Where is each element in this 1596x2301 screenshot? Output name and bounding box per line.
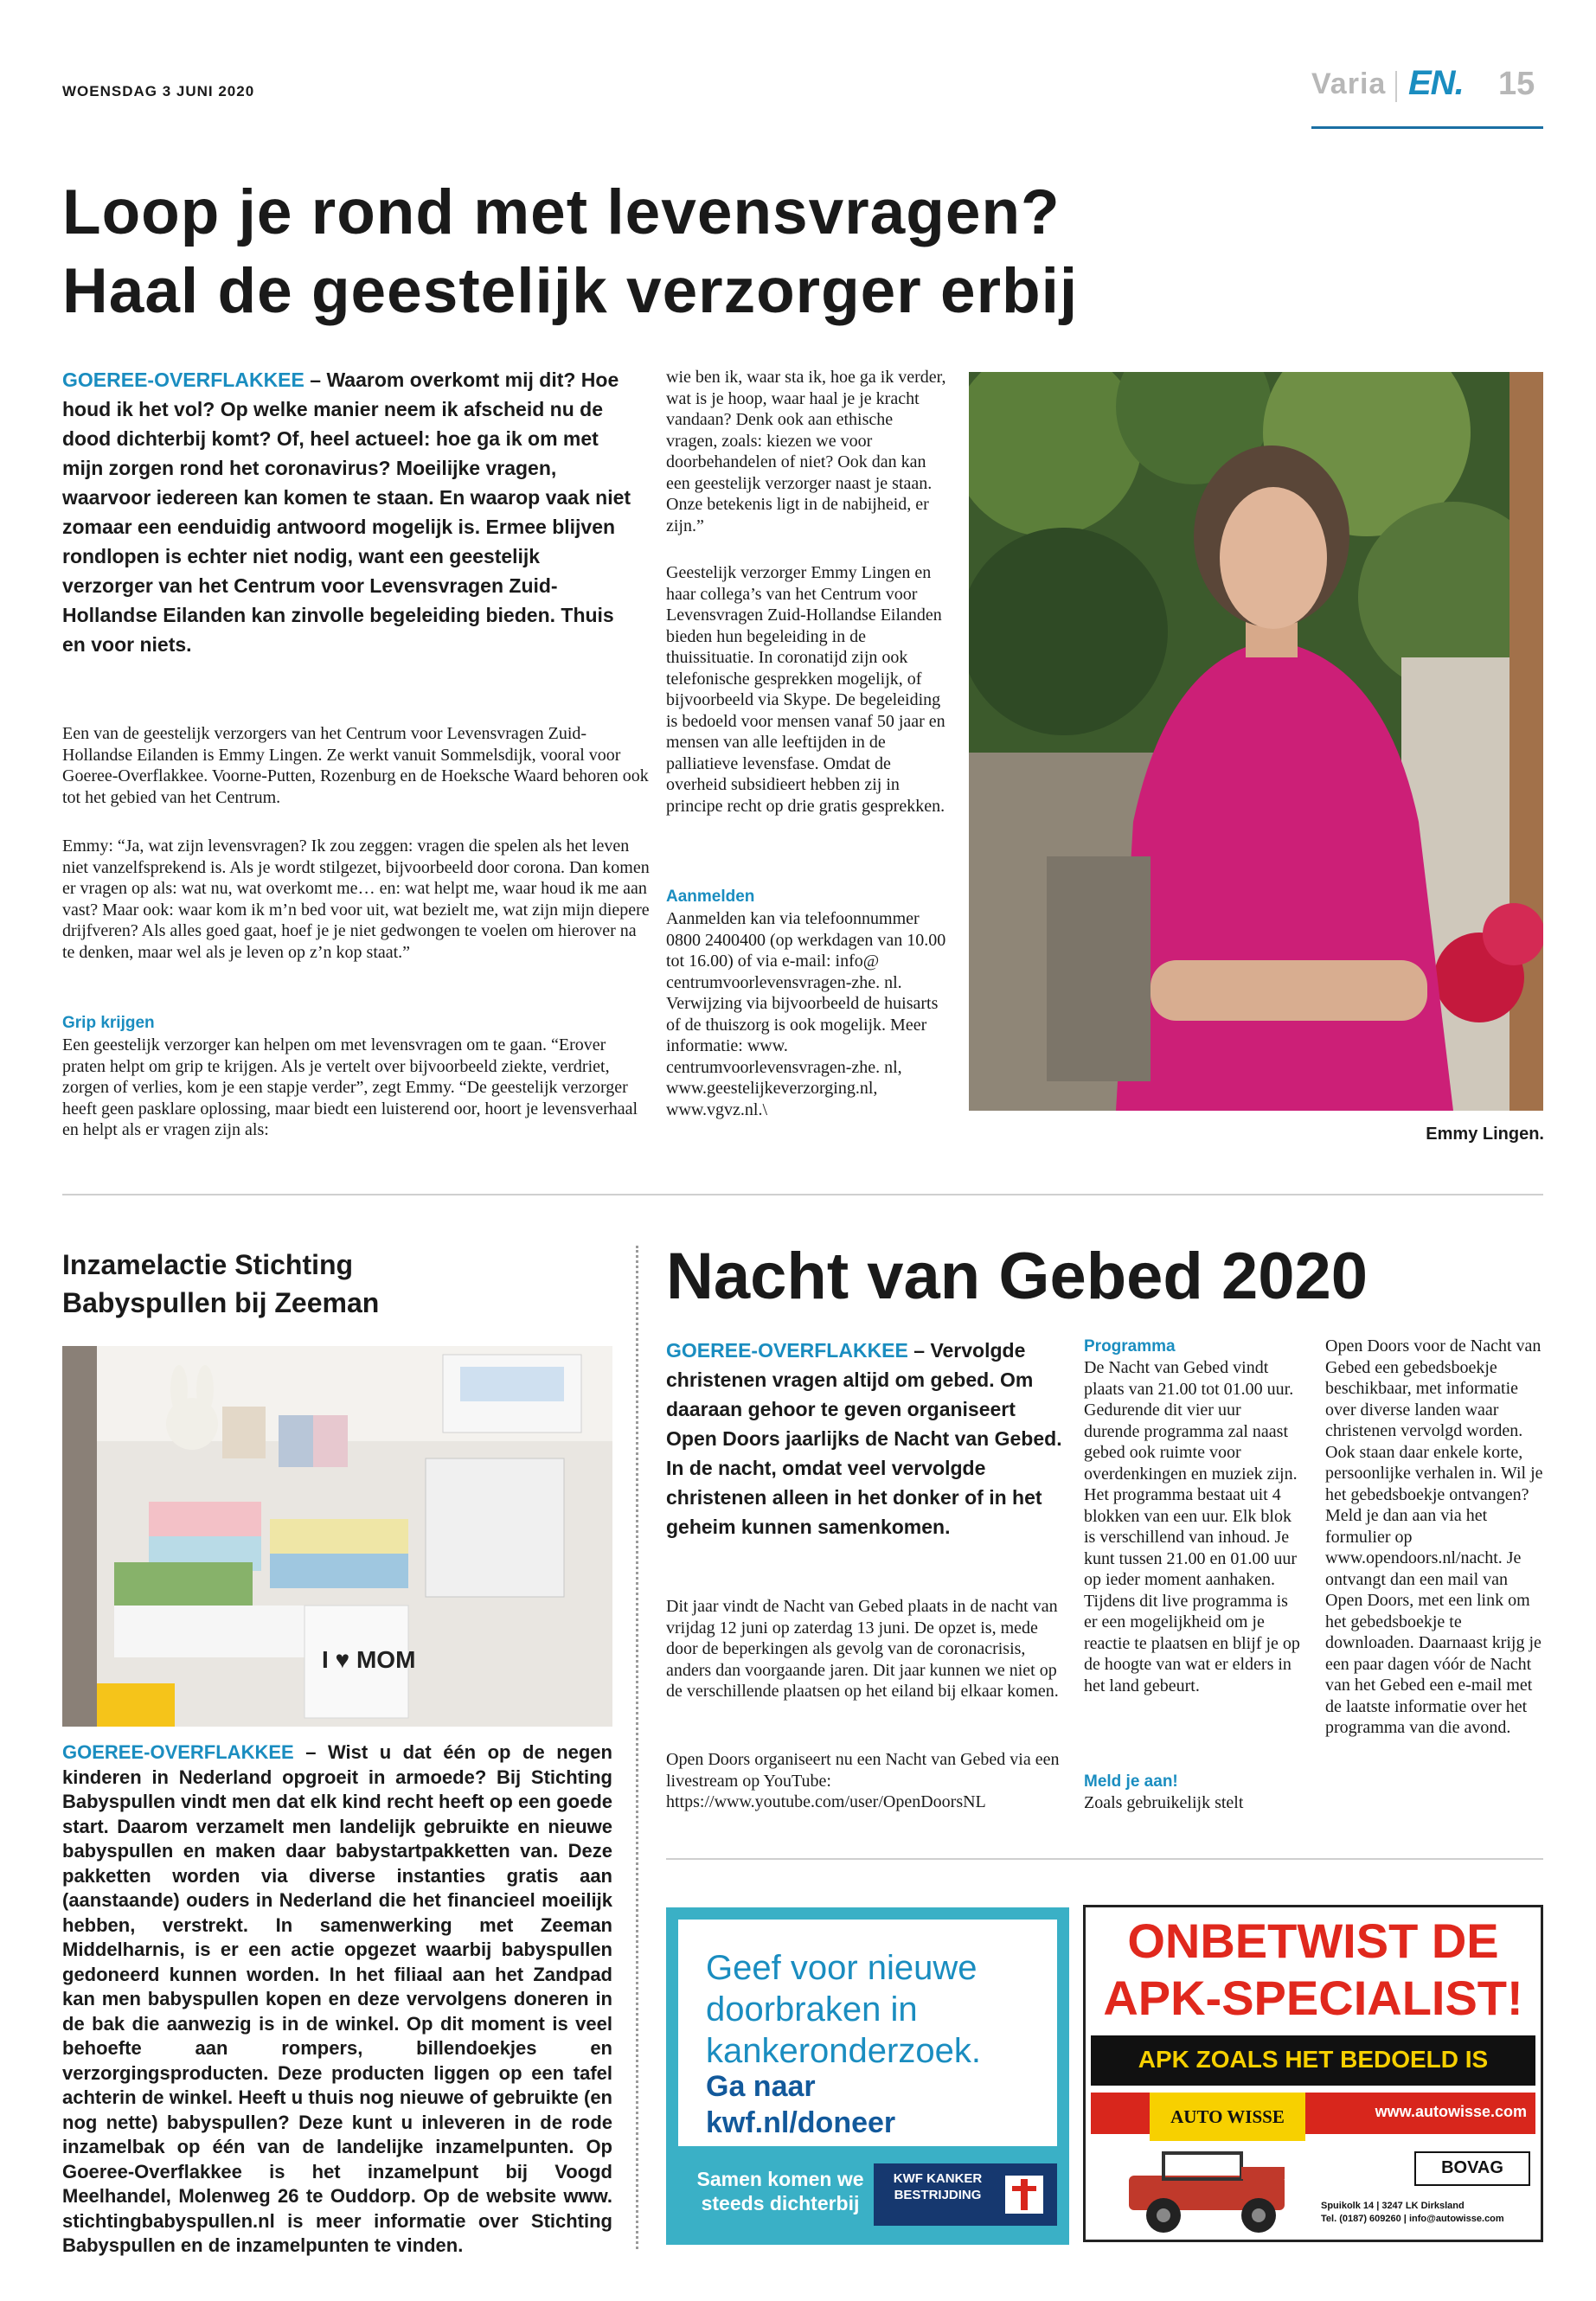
apk-headline-line1: ONBETWIST DE: [1127, 1913, 1499, 1968]
apk-company-name: AUTO WISSE: [1170, 2106, 1285, 2127]
nacht-column2: De Nacht van Gebed vindt plaats van 21.00 tot 01.00 uur. Gedurende dit vier uur durende programma zal naast gebed ook ruimte voor overdenkingen en muziek zijn. Het programma bestaat uit 4 blokken van een uur. Elk blok is verschillend van inhoud. Je kunt tussen 21.00 en 01.00 uur op ieder moment aanhaken. Tijdens dit live programma is er een mogelijkheid om je reactie te plaatsen en blijf je op de hoogte van wat er elders in het land gebeurt.: [1084, 1358, 1300, 1695]
photo-bib-text: I ♥ MOM: [322, 1646, 416, 1673]
article-headline-line1: Loop je rond met levensvragen?: [62, 177, 1061, 247]
nacht-column3: Open Doors voor de Nacht van Gebed een gebedsboekje beschikbaar, met informatie over diverse landen waar christenen vervolgd worden. Ook staan daar enkele korte, persoonlijke verhalen in. Wil je het gebedsboekje ontvangen? Meld je dan aan via het formulier op www.opendoors.nl/nacht. Je ontvangt dan een mail van Open Doors, met een link om het gebedsboekje te downloaden. Daarnaast krijg je een paar dagen vóór de Nacht van het Gebed een e-mail met de laatste informatie over het programma van die avond.: [1325, 1336, 1543, 1737]
zeeman-headline-line1: Inzamelactie Stichting: [62, 1249, 354, 1280]
newspaper-logo: EN.: [1408, 64, 1464, 102]
apk-slogan-bar: [1091, 2035, 1535, 2086]
nacht-column2-end: Zoals gebruikelijk stelt: [1084, 1793, 1244, 1812]
apk-headline: [1086, 1913, 1541, 2027]
nacht-intro: [666, 1336, 1064, 1541]
zeeman-headline-line2: Babyspullen bij Zeeman: [62, 1287, 380, 1318]
portrait-photo: [969, 372, 1543, 1111]
column-separator: [636, 1246, 638, 2249]
babyspullen-photo: [62, 1346, 612, 1727]
ad-divider: [666, 1858, 1543, 1860]
zeeman-body: [62, 1740, 612, 2259]
subhead-programma: Programma: [1084, 1337, 1176, 1356]
header-separator: [1395, 71, 1397, 102]
article-dateline: GOEREE-OVERFLAKKEE: [62, 369, 304, 391]
kwf-sword-icon: [1002, 2172, 1047, 2217]
kwf-cta-url[interactable]: kwf.nl/doneer: [706, 2106, 896, 2139]
article-paragraph-2: Emmy: “Ja, wat zijn levensvragen? Ik zou zeggen: vragen die spelen als het leven niet vanzelfsprekend is. Als je wordt stilgezet, bijvoorbeeld door corona. Dan komen er vragen op als: wat nu, wat overkomt me… en: wat helpt me, waar houd ik me aan vast? Maar ook: waar kom ik m’n bed voor uit, wat bezielt me, wat zijn mijn diepere drijfveren? Als alles goed gaat, hoef je je niet gedwongen te voelen om hierover na te denken, maar wel als je leven op z’n kop staat.”: [62, 836, 650, 962]
apk-address-line1: Spuikolk 14 | 3247 LK Dirksland: [1321, 2201, 1465, 2211]
apk-advertisement[interactable]: [1083, 1905, 1543, 2242]
kwf-logo-badge: [874, 2163, 1057, 2226]
kwf-tagline: Samen komen we steeds dichterbij: [696, 2168, 864, 2214]
nacht-headline: Nacht van Gebed 2020: [666, 1240, 1368, 1313]
apk-company-box: [1150, 2093, 1305, 2141]
article-paragraph-1: Een van de geestelijk verzorgers van het Centrum voor Levensvragen Zuid-Hollandse Eilanden is Emmy Lingen. Ze werkt vanuit Sommelsdijk, vooral voor Goeree-Overflakkee. Voorne-Putten, Rozenburg en de Hoeksche Waard behoren ook tot het gebied van het Centrum.: [62, 724, 649, 807]
subhead-grip-krijgen: Grip krijgen: [62, 1014, 155, 1032]
article-column2-paragraph-2: Geestelijk verzorger Emmy Lingen en haar collega’s van het Centrum voor Levensvragen Zuid-Hollandse Eilanden bieden hun begeleiding in de thuissituatie. In coronatijd zijn ook telefonische gesprekken mogelijk, of bijvoorbeeld via Skype. De begeleiding is bedoeld voor mensen vanaf 50 jaar en mensen van alle leeftijden in de palliatieve levensfase. Omdat de overheid subsidieert hebben zij in principe recht op drie gratis gesprekken.: [666, 563, 945, 816]
issue-date: WOENSDAG 3 JUNI 2020: [62, 83, 255, 99]
nacht-dateline: GOEREE-OVERFLAKKEE: [666, 1339, 908, 1362]
subhead-aanmelden: Aanmelden: [666, 888, 755, 906]
photo-caption: Emmy Lingen.: [1426, 1125, 1544, 1144]
section-divider: [62, 1194, 1543, 1195]
kwf-advertisement[interactable]: [666, 1907, 1069, 2245]
apk-slogan: APK ZOALS HET BEDOELD IS: [1138, 2046, 1489, 2073]
article-paragraph-3: Een geestelijk verzorger kan helpen om met levensvragen om te gaan. “Erover praten helpt om grip te krijgen. Als je vertelt over bijvoorbeeld ziekte, verdriet, zorgen of verlies, kom je een stapje verder”, zegt Emmy. “De geestelijk verzorger heeft geen pasklare oplossing, maar biedt een luisterend oor, hoort je levensverhaal en helpt als er vragen zijn als:: [62, 1035, 638, 1139]
zeeman-text: – Wist u dat één op de negen kinderen in Nederland opgroeit in armoede? Bij Stichting Babyspullen vindt men dat elk kind recht heeft op een goede start. Daarom verzamelt men landelijk gebruikte en nieuwe babyspullen en maken daar babystartpakketten van. Deze pakketten worden via diverse instanties gratis aan (aanstaande) ouders in Nederland die het financieel moeilijk hebben, verstrekt. In samenwerking met Zeeman Middelharnis, is er een actie opgezet waarbij babyspullen gedoneerd kunnen worden. In het filiaal aan het Zandpad kan men babyspullen kopen en deze vervolgens doneren in de bak die aanwezig is in de winkel. Op dit moment is veel behoefte aan rompers, billendoekjes en verzorgingsproducten. Deze producten liggen op een tafel achterin de winkel. Heeft u thuis nog nieuwe of gebruikte (en nog nette) babyspullen? Deze kunt u inleveren in de rode inzamelbak op één van de landelijke inzamelpunten. Op Goeree-Overflakkee is het inzamelpunt bij Voogd Meelhandel, Molenweg 26 te Ouddorp. Op de website www. stichtingbabyspullen.nl is meer informatie over Stichting Babyspullen en de inzamelpunten te vinden.: [62, 1741, 612, 2256]
kwf-logo-text: KWF KANKER BESTRIJDING: [893, 2171, 983, 2202]
header-rule: [1311, 126, 1543, 129]
zeeman-dateline: GOEREE-OVERFLAKKEE: [62, 1741, 294, 1763]
apk-address: [1321, 2200, 1537, 2226]
article-column2-paragraph-1: wie ben ik, waar sta ik, hoe ga ik verder, wat is je hoop, waar haal je je kracht vandaan? Denk ook aan ethische vragen, zoals: kiezen we voor doorbehandelen of niet? Ook dan kan een geestelijk verzorger naast je staan. Onze betekenis ligt in de nabijheid, er zijn.”: [666, 368, 946, 535]
apk-website[interactable]: www.autowisse.com: [1375, 2103, 1527, 2120]
article-intro-text: – Waarom overkomt mij dit? Hoe houd ik het vol? Op welke manier neem ik afscheid nu de dood dichterbij komt? Of, heel actueel: hoe ga ik om met mijn zorgen rond het coronavirus? Moeilijke vragen, waarvoor iedereen kan komen te staan. En waarop vaak niet zomaar een eenduidig antwoord mogelijk is. Ermee blijven rondlopen is echter niet nodig, want een geestelijk verzorger van het Centrum voor Levensvragen Zuid-Hollandse Eilanden kan zinvolle begeleiding bieden. Thuis en voor niets.: [62, 369, 631, 656]
article-intro: [62, 365, 633, 659]
bovag-logo: [1414, 2151, 1530, 2186]
zeeman-headline: [62, 1246, 633, 1322]
article-column2-paragraph-3: Aanmelden kan via telefoonnummer 0800 2400400 (op werkdagen van 10.00 tot 16.00) of via e-mail: info@ centrumvoorlevensvragen-zhe. nl. Verwijzing via bijvoorbeeld de huisarts of de thuiszorg is ook mogelijk. Meer informatie: www. centrumvoorlevensvragen-zhe. nl, www.geestelijkeverzorging.nl, www.vgvz.nl.\: [666, 909, 946, 1119]
nacht-intro-text: – Vervolgde christenen vragen altijd om gebed. Om daaraan gehoor te geven organiseert Open Doors jaarlijks de Nacht van Gebed. In de nacht, omdat veel vervolgde christenen alleen in het donker of in het geheim kunnen samenkomen.: [666, 1339, 1062, 1538]
nacht-paragraph-1: Dit jaar vindt de Nacht van Gebed plaats in de nacht van vrijdag 12 juni op zaterdag 13 juni. De opzet is, mede door de beperkingen als gevolg van de coronacrisis, anders dan voorgaande jaren. Dit jaar kunnen we niet op de verschillende plaatsen op het eiland bij elkaar komen.: [666, 1597, 1059, 1701]
bovag-logo-text: BOVAG: [1441, 2158, 1503, 2177]
page-number: 15: [1498, 66, 1535, 102]
nacht-paragraph-2: Open Doors organiseert nu een Nacht van Gebed via een livestream op YouTube: https://www.youtube.com/user/OpenDoorsNL: [666, 1750, 1060, 1811]
apk-headline-line2: APK-SPECIALIST!: [1103, 1971, 1523, 2025]
apk-address-line2: Tel. (0187) 609260 | info@autowisse.com: [1321, 2214, 1504, 2224]
section-label: Varia: [1311, 67, 1387, 100]
subhead-meld-je-aan: Meld je aan!: [1084, 1772, 1178, 1791]
kwf-headline: Geef voor nieuwe doorbraken in kankeronderzoek.: [706, 1949, 981, 2070]
kwf-call-to-action[interactable]: [706, 2068, 1052, 2141]
article-headline-line2: Haal de geestelijk verzorger erbij: [62, 256, 1079, 326]
jeep-car-icon: [1112, 2141, 1302, 2236]
kwf-cta-line1: Ga naar: [706, 2070, 816, 2103]
